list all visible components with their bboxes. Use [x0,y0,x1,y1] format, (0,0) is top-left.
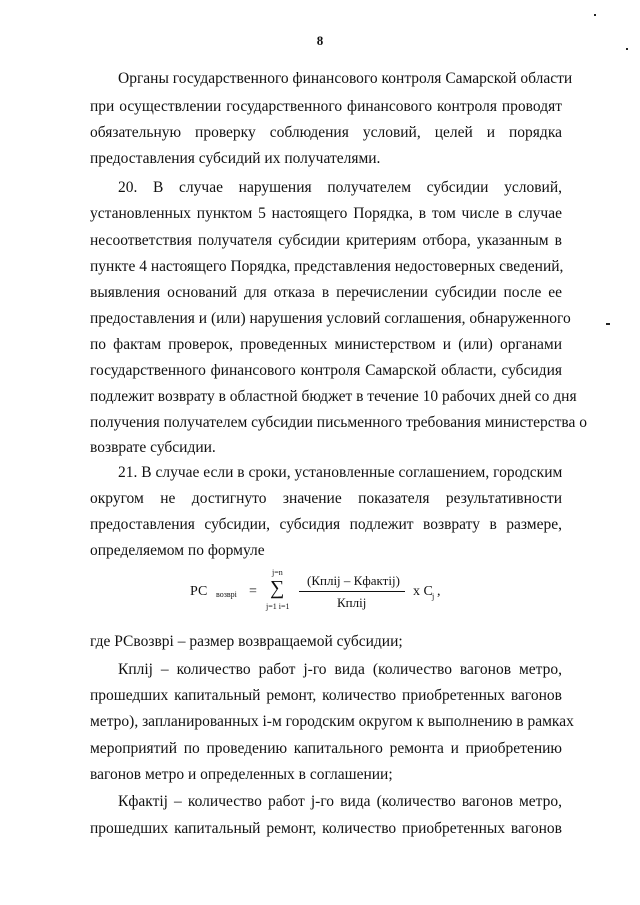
formula-lhs: РС [190,584,208,599]
formula-sigma: ∑ [270,577,285,599]
text-line: пункте 4 настоящего Порядка, представления недостоверных сведений, [90,258,564,275]
formula-sum-lower-limit: j=1 i=1 [266,602,290,611]
formula-sum-upper-limit: j=n [272,568,283,577]
refund-formula [0,568,640,618]
scan-speck [626,48,628,50]
text-line: Кфактij – количество работ j-го вида (количество вагонов метро, [118,793,562,810]
text-line: несоответствия получателя субсидии критериям отбора, указанным в [90,232,562,249]
text-line: мероприятий по проведению капитального ремонта и приобретению [90,740,562,757]
text-line: вагонов метро и определенных в соглашении; [90,766,393,783]
text-line: предоставления субсидии, субсидия подлежит возврату в размере, [90,516,562,533]
text-line: метро), запланированных i-м городским округом к выполнению в рамках [90,713,574,730]
text-line: государственного финансового контроля Самарской области, субсидия [90,362,562,379]
text-line: прошедших капитальный ремонт, количество приобретенных вагонов [90,687,562,704]
formula-equals: = [249,584,257,599]
text-line: получения получателем субсидии письменного требования министерства о [90,414,588,431]
fraction-bar [299,591,405,592]
text-line: предоставления субсидий их получателями. [90,150,381,167]
text-line: округом не достигнуто значение показателя результативности [90,490,562,507]
text-line: Органы государственного финансового контроля Самарской области [118,70,573,87]
page-number: 8 [316,33,324,48]
text-line: Кплij – количество работ j-го вида (количество вагонов метро, [118,661,562,678]
formula-multiplier-subscript: j [432,592,435,601]
text-line: предоставления и (или) нарушения условий соглашения, обнаруженного [90,310,571,327]
formula-denominator: Кплij [337,595,367,610]
text-line: определяемом по формуле [90,542,265,559]
formula-multiplier: x C [413,584,433,599]
scan-speck [594,14,596,16]
text-line: при осуществлении государственного финансового контроля проводят [90,98,562,115]
formula-tail: , [437,584,441,599]
text-line: выявления оснований для отказа в перечислении субсидии после ее [90,284,562,301]
text-line: где РСвозврi – размер возвращаемой субсидии; [90,633,403,650]
text-line: возврате субсидии. [90,439,216,456]
text-line: 21. В случае если в сроки, установленные соглашением, городским [118,464,563,481]
text-line: 20. В случае нарушения получателем субсидии условий, [118,179,562,196]
text-line: по фактам проверок, проведенных министерством и (или) органами [90,336,562,353]
text-line: обязательную проверку соблюдения условий, целей и порядка [90,124,562,141]
formula-numerator: (Кплij – Кфактij) [307,573,400,588]
text-line: установленных пунктом 5 настоящего Порядка, в том числе в случае [90,205,562,222]
text-line: прошедших капитальный ремонт, количество приобретенных вагонов [90,820,562,837]
scan-speck [606,323,610,325]
text-line: подлежит возврату в областной бюджет в течение 10 рабочих дней со дня [90,388,577,405]
formula-lhs-subscript: возврi [216,590,237,599]
